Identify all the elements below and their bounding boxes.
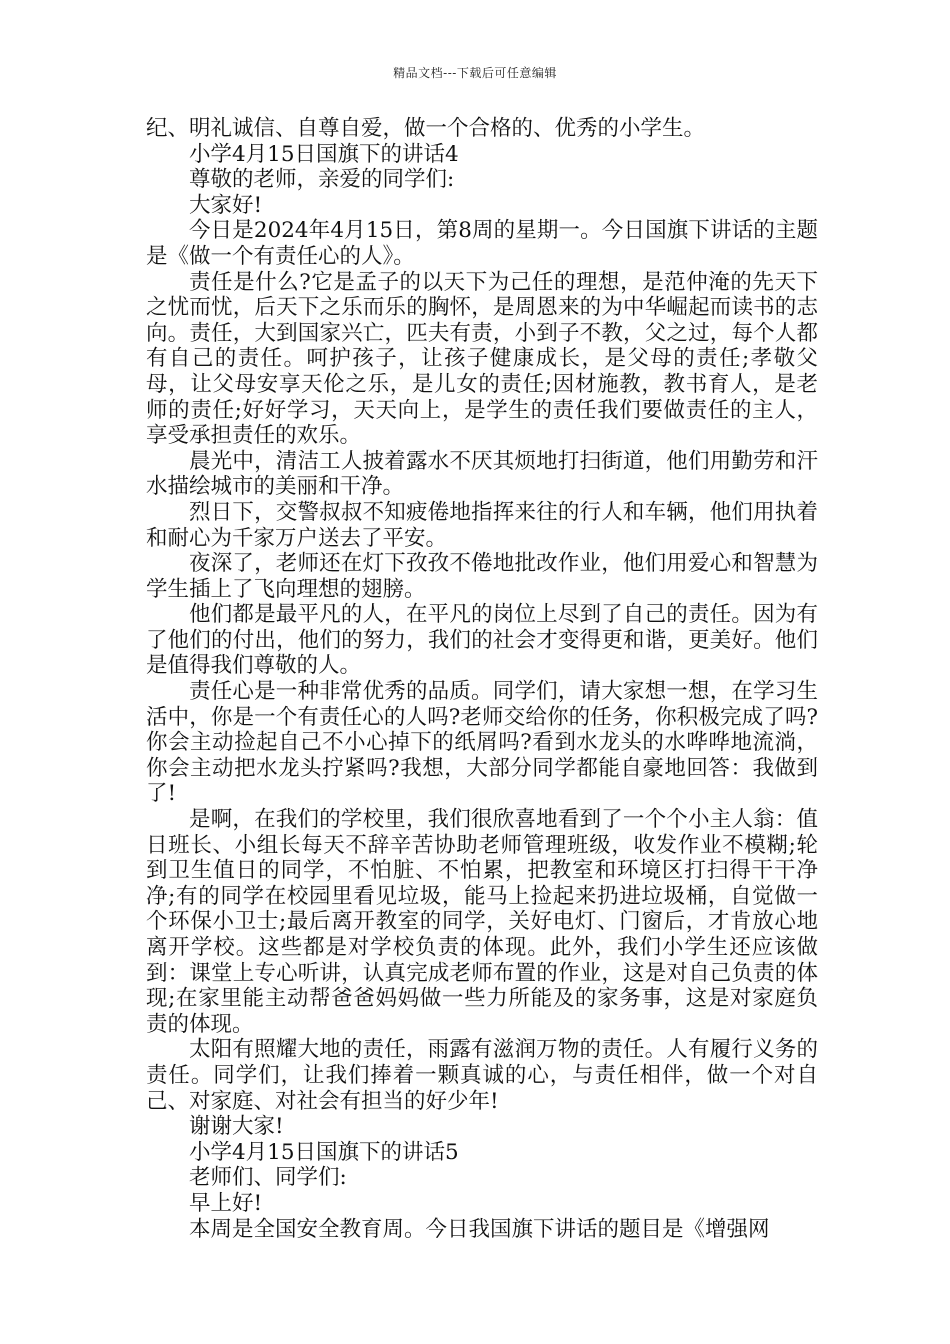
document-body <box>146 116 818 1242</box>
paragraph: 晨光中，清洁工人披着露水不厌其烦地打扫街道，他们用勤劳和汗水描绘城市的美丽和干净。 <box>146 448 818 500</box>
paragraph: 夜深了，老师还在灯下孜孜不倦地批改作业，他们用爱心和智慧为学生插上了飞向理想的翅膀。 <box>146 551 818 602</box>
paragraph: 太阳有照耀大地的责任，雨露有滋润万物的责任。人有履行义务的责任。同学们，让我们捧着一颗真诚的心，与责任相伴，做一个对自己、对家庭、对社会有担当的好少年! <box>146 1037 818 1114</box>
page-header: 精品文档---下载后可任意编辑 <box>393 66 557 80</box>
paragraph: 责任是什么?它是孟子的以天下为己任的理想，是范仲淹的先天下之忧而忧，后天下之乐而乐的胸怀，是周恩来的为中华崛起而读书的志向。责任，大到国家兴亡，匹夫有责，小到子不教，父之过，每个人都有自己的责任。呵护孩子，让孩子健康成长，是父母的责任;孝敬父母，让父母安享天伦之乐，是儿女的责任;因材施教，教书育人，是老师的责任;好好学习，天天向上，是学生的责任我们要做责任的主人，享受承担责任的欢乐。 <box>146 269 818 449</box>
greeting: 大家好! <box>189 192 263 218</box>
paragraph: 他们都是最平凡的人，在平凡的岗位上尽到了自己的责任。因为有了他们的付出，他们的努力，我们的社会才变得更和谐，更美好。他们是值得我们尊敬的人。 <box>146 602 818 679</box>
greeting: 早上好! <box>189 1190 263 1216</box>
speech-title: 小学4月15日国旗下的讲话4 <box>189 141 459 167</box>
speech-title: 小学4月15日国旗下的讲话5 <box>189 1139 459 1165</box>
paragraph: 责任心是一种非常优秀的品质。同学们，请大家想一想，在学习生活中，你是一个有责任心的人吗?老师交给你的任务，你积极完成了吗?你会主动捡起自己不小心掉下的纸屑吗?看到水龙头的水哗哗地流淌，你会主动把水龙头拧紧吗?我想，大部分同学都能自豪地回答：我做到了! <box>146 679 818 807</box>
paragraph: 纪、明礼诚信、自尊自爱，做一个合格的、优秀的小学生。 <box>146 116 706 141</box>
closing: 谢谢大家! <box>189 1114 284 1140</box>
paragraph: 本周是全国安全教育周。今日我国旗下讲话的题目是《增强网 <box>189 1216 770 1242</box>
paragraph: 是啊，在我们的学校里，我们很欣喜地看到了一个个小主人翁：值日班长、小组长每天不辞辛苦协助老师管理班级，收发作业不模糊;轮到卫生值日的同学，不怕脏、不怕累，把教室和环境区打扫得干干净净;有的同学在校园里看见垃圾，能马上捡起来扔进垃圾桶，自觉做一个环保小卫士;最后离开教室的同学，关好电灯、门窗后，才肯放心地离开学校。这些都是对学校负责的体现。此外，我们小学生还应该做到：课堂上专心听讲，认真完成老师布置的作业，这是对自己负责的体现;在家里能主动帮爸爸妈妈做一些力所能及的家务事，这是对家庭负责的体现。 <box>146 807 818 1037</box>
salutation: 尊敬的老师，亲爱的同学们: <box>189 167 455 193</box>
paragraph: 今日是2024年4月15日，第8周的星期一。今日国旗下讲话的主题是《做一个有责任心的人》。 <box>146 218 818 269</box>
salutation: 老师们、同学们: <box>189 1165 347 1191</box>
paragraph: 烈日下，交警叔叔不知疲倦地指挥来往的行人和车辆，他们用执着和耐心为千家万户送去了平安。 <box>146 499 818 551</box>
